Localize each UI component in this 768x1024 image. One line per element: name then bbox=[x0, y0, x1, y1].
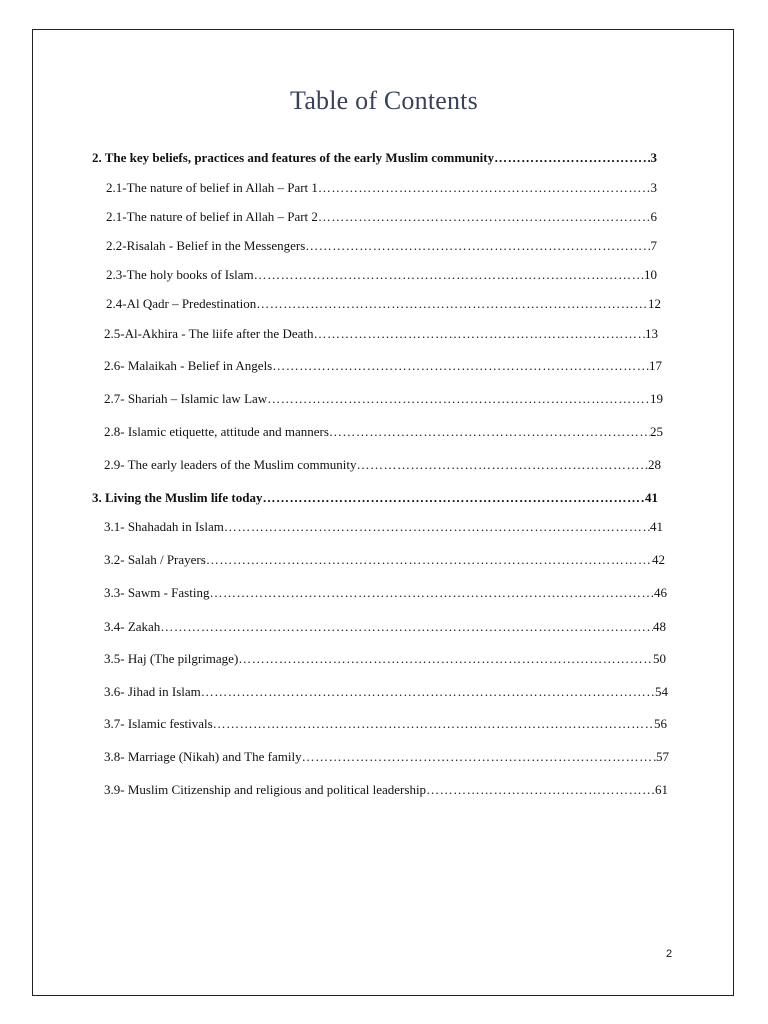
toc-entry-label: 2.1-The nature of belief in Allah – Part 2 bbox=[106, 209, 318, 224]
toc-leader-dots bbox=[494, 150, 650, 166]
toc-entry-page: 7 bbox=[650, 238, 657, 253]
toc-entry-label: 3.9- Muslim Citizenship and religious and political leadership bbox=[104, 782, 427, 797]
toc-entry-page: 10 bbox=[644, 267, 657, 282]
page-title: Table of Contents bbox=[290, 86, 478, 115]
toc-leader-dots bbox=[206, 552, 652, 568]
toc-leader-dots bbox=[302, 749, 656, 765]
toc-entry-3-7[interactable] bbox=[104, 716, 667, 732]
toc-entry-label: 3.3- Sawm - Fasting bbox=[104, 585, 210, 600]
toc-entry-3-2[interactable] bbox=[104, 552, 665, 568]
page-border bbox=[32, 29, 734, 996]
toc-entry-label: 3.6- Jihad in Islam bbox=[104, 684, 201, 699]
toc-leader-dots bbox=[356, 457, 648, 473]
toc-leader-dots bbox=[238, 651, 653, 667]
toc-entry-page: 6 bbox=[650, 209, 657, 224]
toc-leader-dots bbox=[201, 684, 655, 700]
toc-entry-page: 42 bbox=[652, 552, 665, 567]
toc-entry-3-9[interactable] bbox=[104, 782, 668, 798]
toc-entry-page: 48 bbox=[653, 619, 666, 634]
toc-entry-page: 54 bbox=[655, 684, 668, 699]
toc-entry-2-7[interactable] bbox=[104, 391, 663, 407]
toc-entry-label: 2.5-Al-Akhira - The liife after the Death bbox=[104, 326, 314, 341]
toc-entry-page: 50 bbox=[653, 651, 666, 666]
toc-entry-page: 57 bbox=[656, 749, 669, 764]
toc-entry-label: 2.8- Islamic etiquette, attitude and manners bbox=[104, 424, 329, 439]
toc-leader-dots bbox=[426, 782, 655, 798]
toc-entry-page: 19 bbox=[650, 391, 663, 406]
toc-leader-dots bbox=[329, 424, 650, 440]
toc-entry-page: 46 bbox=[654, 585, 667, 600]
toc-entry-3-5[interactable] bbox=[104, 651, 666, 667]
toc-entry-page: 28 bbox=[648, 457, 661, 472]
toc-leader-dots bbox=[254, 267, 644, 283]
toc-entry-2-5[interactable] bbox=[104, 326, 658, 342]
toc-entry-page: 61 bbox=[655, 782, 668, 797]
toc-entry-2-1-part-2[interactable] bbox=[106, 209, 657, 225]
toc-entry-label: 2.6- Malaikah - Belief in Angels bbox=[104, 358, 273, 373]
toc-entry-label: 3.2- Salah / Prayers bbox=[104, 552, 206, 567]
toc-leader-dots bbox=[272, 358, 649, 374]
toc-entry-section-2[interactable] bbox=[92, 150, 657, 166]
toc-entry-3-8[interactable] bbox=[104, 749, 669, 765]
toc-entry-2-9[interactable] bbox=[104, 457, 661, 473]
toc-entry-page: 41 bbox=[650, 519, 663, 534]
toc-entry-label: 3.7- Islamic festivals bbox=[104, 716, 213, 731]
toc-entry-label: 2.1-The nature of belief in Allah – Part 1 bbox=[106, 180, 318, 195]
toc-entry-label: 2.3-The holy books of Islam bbox=[106, 267, 254, 282]
toc-leader-dots bbox=[256, 296, 648, 312]
toc-entry-page: 17 bbox=[649, 358, 662, 373]
toc-entry-page: 12 bbox=[648, 296, 661, 311]
toc-entry-label: 3. Living the Muslim life today bbox=[92, 490, 263, 505]
toc-entry-label: 2.9- The early leaders of the Muslim community bbox=[104, 457, 357, 472]
toc-leader-dots bbox=[313, 326, 645, 342]
toc-entry-page: 56 bbox=[654, 716, 667, 731]
toc-entry-3-6[interactable] bbox=[104, 684, 668, 700]
toc-entry-3-1[interactable] bbox=[104, 519, 663, 535]
toc-entry-3-4[interactable] bbox=[104, 619, 666, 635]
toc-entry-2-3[interactable] bbox=[106, 267, 657, 283]
toc-leader-dots bbox=[267, 391, 650, 407]
toc-entry-3-3[interactable] bbox=[104, 585, 667, 601]
toc-leader-dots bbox=[213, 716, 654, 732]
toc-entry-2-8[interactable] bbox=[104, 424, 663, 440]
toc-entry-label: 2. The key beliefs, practices and features of the early Muslim community bbox=[92, 150, 495, 165]
toc-entry-2-2[interactable] bbox=[106, 238, 657, 254]
toc-entry-label: 3.1- Shahadah in Islam bbox=[104, 519, 224, 534]
toc-entry-page: 13 bbox=[645, 326, 658, 341]
toc-entry-label: 3.4- Zakah bbox=[104, 619, 161, 634]
toc-entry-section-3[interactable] bbox=[92, 490, 658, 506]
toc-leader-dots bbox=[160, 619, 653, 635]
toc-leader-dots bbox=[318, 209, 651, 225]
toc-entry-label: 3.5- Haj (The pilgrimage) bbox=[104, 651, 239, 666]
toc-entry-label: 3.8- Marriage (Nikah) and The family bbox=[104, 749, 302, 764]
toc-leader-dots bbox=[209, 585, 654, 601]
toc-entry-label: 2.4-Al Qadr – Predestination bbox=[106, 296, 257, 311]
toc-entry-page: 3 bbox=[650, 150, 657, 165]
toc-leader-dots bbox=[305, 238, 650, 254]
toc-entry-2-4[interactable] bbox=[106, 296, 661, 312]
toc-entry-label: 2.7- Shariah – Islamic law Law bbox=[104, 391, 268, 406]
toc-entry-2-6[interactable] bbox=[104, 358, 662, 374]
toc-leader-dots bbox=[318, 180, 651, 196]
toc-entry-2-1-part-1[interactable] bbox=[106, 180, 657, 196]
toc-entry-label: 2.2-Risalah - Belief in the Messengers bbox=[106, 238, 306, 253]
toc-leader-dots bbox=[224, 519, 650, 535]
toc-entry-page: 41 bbox=[645, 490, 658, 505]
toc-leader-dots bbox=[262, 490, 645, 506]
toc-entry-page: 25 bbox=[650, 424, 663, 439]
toc-entry-page: 3 bbox=[650, 180, 657, 195]
page-number: 2 bbox=[666, 948, 673, 960]
